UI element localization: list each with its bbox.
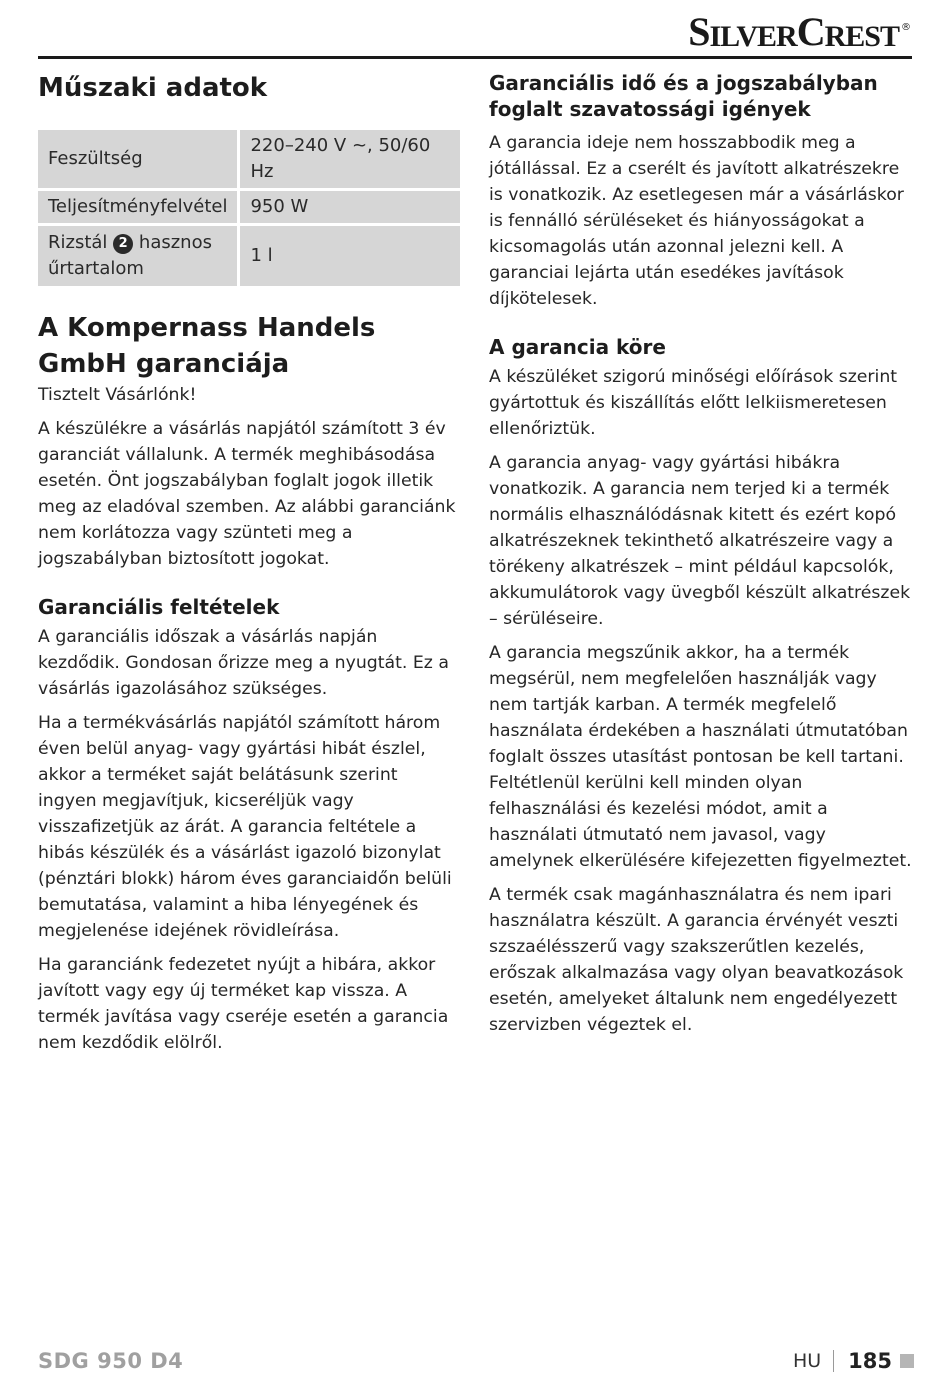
conditions-paragraph: Ha garanciánk fedezetet nyújt a hibára, akkor javított vagy egy új terméket kap vissza. A termék javítása vagy cseréje esetén a garancia nem kezdődik elölről.: [38, 955, 449, 1053]
spec-value: 950 W: [239, 190, 460, 225]
page-footer: [793, 1349, 914, 1373]
spec-key: Rizstál 2 hasznos űrtartalom: [38, 225, 239, 287]
spec-key: Teljesítményfelvétel: [38, 190, 239, 225]
conditions-paragraph: A garanciális időszak a vásárlás napján kezdődik. Gondosan őrizze meg a nyugtát. Ez a vásárlás igazolásához szükséges.: [38, 627, 449, 699]
spec-table: [38, 130, 460, 286]
spec-key: Feszültség: [38, 130, 239, 190]
brand-logo: S ILVER C REST ®: [688, 9, 910, 54]
scope-paragraph: A termék csak magánhasználatra és nem ipari használatra készült. A garancia érvényét veszti szszaélésszerű vagy szakszerűtlen kezelés, erőszak alkalmazása vagy olyan beavatkozások esetén, amelyeket általunk nem engedélyezett szervizben végeztek el.: [489, 885, 904, 1035]
spec-value: 1 l: [239, 225, 460, 287]
spec-row: [38, 190, 460, 225]
conditions-paragraph: Ha a termékvásárlás napjától számított három éven belül anyag- vagy gyártási hibát észlel, akkor a terméket saját belátásunk szerint ingyen megjavítjuk, kicseréljük vagy visszafizetjük az árát. A garancia feltétele a hibás készülék és a vásárlást igazoló bizonylat (pénztári blokk) három éves garanciaidőn belüli bemutatása, valamint a hiba lényegének és megjelenése idejének rövidleírása.: [38, 713, 452, 941]
part-number-badge: 2: [113, 234, 133, 254]
intro-paragraph: A készülékre a vásárlás napjától számított 3 év garanciát vállalunk. A termék meghibásodása esetén. Önt jogszabályban foglalt jogok illetik meg az eladóval szemben. Az alábbi garanciánk nem korlátozza vagy szünteti meg a jogszabályban biztosított jogokat.: [38, 419, 456, 569]
period-title: Garanciális idő és a jogszabályban foglalt szavatossági igények: [489, 71, 878, 121]
spec-row: [38, 130, 460, 190]
scope-paragraph: A garancia megszűnik akkor, ha a termék megsérül, nem megfelelően használják vagy nem tartják karban. A termék megfelelő használata érdekében a használati útmutatóban foglalt összes utasítást pontosan be kell tartani. Feltétlenül kerülni kell minden olyan felhasználási és kezelési módot, amit a használati útmutató nem javasol, vagy amelynek elkerülésére kifejezetten figyelmeztet.: [489, 643, 912, 871]
left-column: [38, 60, 460, 1056]
footer-divider: [833, 1350, 834, 1372]
square-marker-icon: [900, 1354, 914, 1368]
page-number: 185: [848, 1349, 892, 1373]
right-column: [489, 60, 914, 1038]
scope-title: A garancia köre: [489, 335, 666, 359]
conditions-title: Garanciális feltételek: [38, 595, 280, 619]
spec-value: 220–240 V ~, 50/60 Hz: [239, 130, 460, 190]
scope-paragraph: A garancia anyag- vagy gyártási hibákra vonatkozik. A garancia nem terjed ki a termék normális elhasználódásnak kitett és ezért kopó alkatrészeknek tekinthető alkatrészeire vagy a törékeny alkatrészek – mint például kapcsolók, akkumulátorok vagy üvegből készült alkatrészek – sérüléseire.: [489, 453, 911, 629]
warranty-title: A Kompernass Handels GmbH garanciája: [38, 313, 376, 379]
tech-data-title: Műszaki adatok: [38, 73, 268, 103]
scope-paragraph: A készüléket szigorú minőségi előírások szerint gyártottuk és kiszállítás előtt lelkiismeretesen ellenőriztük.: [489, 367, 898, 439]
period-paragraph: A garancia ideje nem hosszabbodik meg a jótállással. Ez a cserélt és javított alkatrészekre is vonatkozik. Az esetlegesen már a vásárláskor is fennálló sérüléseket és hiányosságokat a kicsomagolás után azonnal jelezni kell. A garanciai lejárta után esedékes javítások díjkötelesek.: [489, 133, 904, 309]
greeting: Tisztelt Vásárlónk!: [38, 385, 197, 405]
model-number: SDG 950 D4: [38, 1349, 184, 1373]
language-code: HU: [792, 1350, 822, 1372]
header-rule: [38, 56, 912, 59]
spec-row: [38, 225, 460, 287]
